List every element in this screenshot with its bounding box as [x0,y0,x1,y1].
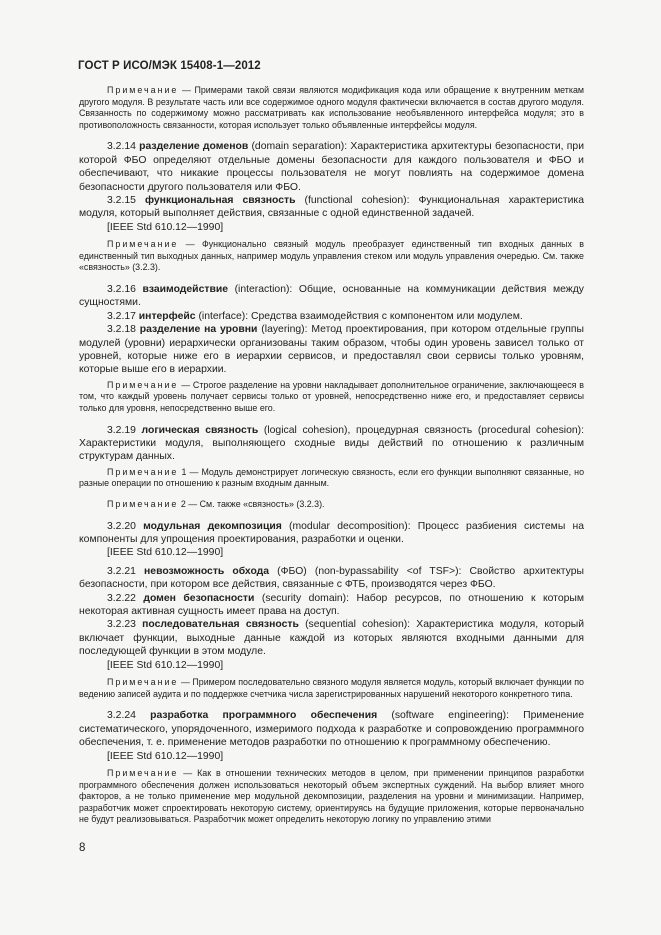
definition-number: 3.2.19 [107,424,136,436]
definition-term: домен безопасности [143,592,255,604]
definition-text: (interaction): Общие, основанные на коммуникации действия между сущностями. [79,284,584,309]
definition-term: логическая связность [141,424,259,436]
definition-paragraph [79,323,584,377]
note-label: Примечание [107,85,179,95]
definition-paragraph [79,283,584,310]
definition-text: (functional cohesion): Функциональная характеристика модуля, который выполняет действия, связанные с одной единственной задачей. [79,195,584,220]
definition-term: разделение доменов [139,141,249,153]
note-label: Примечание [107,466,179,477]
definition-term: невозможность обхода [144,565,270,577]
definition-text: (sequential cohesion): Характеристика модуля, который включает функции, выходные данные каждой из которых являются входными данными для последующей функции в этом модуле. [79,619,585,658]
page-number: 8 [79,842,86,854]
definition-paragraph [79,520,584,547]
note-label: Примечание [107,767,179,778]
definition-text: (ФБО) (non-bypassability <of TSF>): Свойство архитектуры безопасности, при котором все действия, связанные с ФТБ, производятся через ФБО. [79,565,584,591]
note-paragraph [79,499,584,511]
note-paragraph [79,85,584,131]
note-paragraph [79,239,584,274]
definition-term: интерфейс [138,310,196,322]
definition-term: функциональная связность [144,195,296,206]
definition-number: 3.2.16 [107,284,136,295]
note-label: Примечание [107,379,179,390]
definition-number: 3.2.21 [107,565,136,577]
note-text: — Функционально связный модуль преобразует единственный тип входных данных в единственный тип выходных данных, например модуль управления стеком или модуль управления очередью. См. также «связность» (3.2.3). [79,239,584,273]
definition-text: (domain separation): Характеристика архитектуры безопасности, при которой ФБО определяют отдельные домены безопасности для каждого пользователя и ФБО и обеспечивают, что никакие процессы пользователя не могут повлиять на содержимое домена безопасности другого пользователя или ФБО. [79,141,584,193]
definition-paragraph [79,194,584,221]
definition-term: разработка программного обеспечения [150,710,378,722]
reference-citation: [IEEE Std 610.12—1990] [107,659,224,671]
definition-term: модульная декомпозиция [143,520,282,532]
note-label: Примечание [107,677,179,688]
note-text: 2 — См. также «связность» (3.2.3). [178,499,325,510]
definition-paragraph [79,424,584,464]
definition-number: 3.2.15 [107,195,136,206]
definition-number: 3.2.20 [107,520,136,532]
reference-citation: [IEEE Std 610.12—1990] [107,750,224,762]
note-paragraph [79,467,584,490]
note-label: Примечание [107,499,179,510]
definition-number: 3.2.24 [107,710,136,722]
note-text: — Примерами такой связи являются модификация кода или обращение к внутренним меткам другого модуля. В результате часть или все содержимое одного модуля фактически включается в состав другого модуля. Связанность по содержимому можно рассматривать как использование необъявленного интерфейса модуля; это в противоположность связанности, которая использует только объявленные интерфейсы модуля. [79,85,584,130]
definition-number: 3.2.17 [107,310,136,322]
definition-text: (layering): Метод проектирования, при котором отдельные группы модулей (уровни) иерархически организованы таким образом, чтобы один уровень зависел только от уровней, которые ниже его в иерархии сервисов, и предоставлял свои сервисы только уровням, которые выше его в иерархии. [79,324,585,376]
reference-citation: [IEEE Std 610.12—1990] [107,221,224,233]
definition-paragraph [79,709,584,749]
definition-paragraph [79,310,584,323]
definition-text: (modular decomposition): Процесс разбиения системы на компоненты для упрощения проектирования, разработки и оценки. [79,520,585,546]
note-text: — Как в отношении технических методов в целом, при применении принципов разработки программного обеспечения должен использоваться некоторый объем экспертных суждений. На выбор влияет много факторов, а не только применение мер модульной декомпозиции, разделения на уровни и минимизации. Например, разработчик может спроектировать некоторую систему, ориентируясь на будущие приложения, которые первоначально не будут реализовываться. Разработчик может определить некоторую логику по управлению этими [79,767,584,825]
reference-citation: [IEEE Std 610.12—1990] [107,547,224,559]
document-header: ГОСТ Р ИСО/МЭК 15408-1—2012 [78,60,261,72]
definition-paragraph [79,592,584,619]
definition-text: (software engineering): Применение систематического, упорядоченного, измеримого подхода к разработке и сопровождению программного обеспечения, т. е. применение методов разработки по отношению к программному обеспечению. [79,710,584,749]
definition-paragraph [79,618,584,658]
note-paragraph [79,677,584,700]
definition-number: 3.2.18 [107,324,136,336]
definition-term: взаимодействие [142,284,228,295]
note-paragraph [79,380,584,415]
definition-text: (security domain): Набор ресурсов, по отношению к которым некоторая активная сущность имеет права на доступ. [79,592,584,618]
definition-paragraph [79,565,584,592]
definition-paragraph [79,140,584,194]
definition-text: (logical cohesion), процедурная связность (procedural cohesion): Характеристики модуля, выполняющего сходные виды действий по отношению к различным структурам данных. [79,424,584,463]
note-text: 1 — Модуль демонстрирует логическую связность, если его функции выполняют связанные, но разные операции по отношению к разным входным данным. [79,466,584,489]
definition-number: 3.2.22 [107,592,136,604]
definition-term: разделение на уровни [139,324,258,336]
note-text: — Примером последовательно связного модуля является модуль, который включает функции по ведению записей аудита и по поддержке счетчика числа зарегистрированных нарушений некоторого конкретного типа. [79,677,584,699]
definition-number: 3.2.14 [107,141,136,153]
definition-number: 3.2.23 [107,619,136,631]
note-label: Примечание [107,239,179,250]
note-text: — Строгое разделение на уровни накладывает дополнительное ограничение, заключающееся в том, что каждый уровень получает сервисы только от уровней, непосредственно ниже его, и предоставляет сервисы только для уровня, непосредственно выше его. [79,379,584,414]
definition-term: последовательная связность [142,619,299,631]
note-paragraph [79,768,584,826]
definition-text: (interface): Средства взаимодействия с компонентом или модулем. [195,310,523,322]
document-body [79,82,584,835]
